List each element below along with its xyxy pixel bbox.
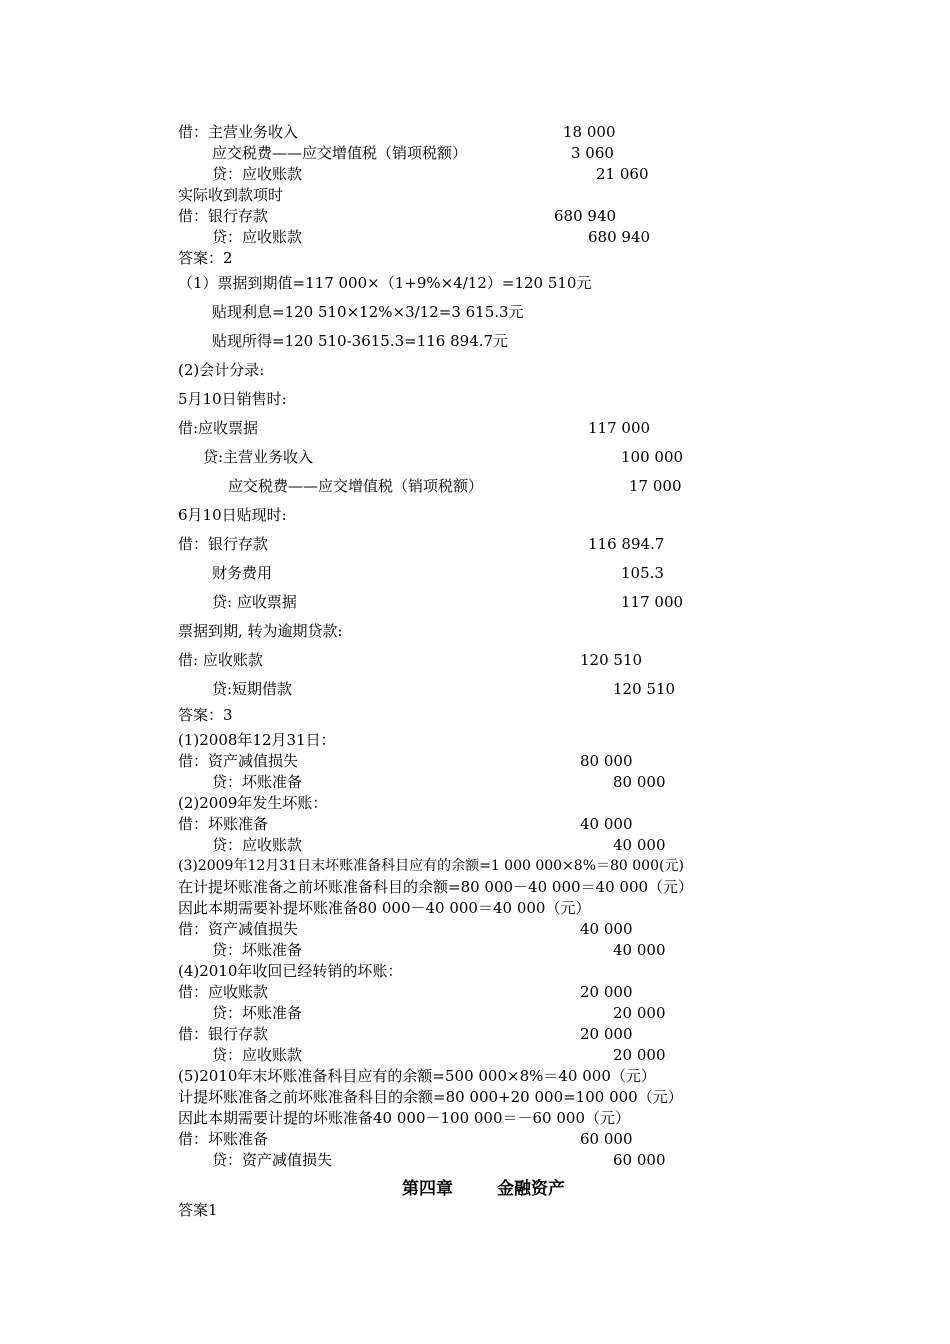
text-line: 贷：坏账准备 (212, 941, 303, 959)
text-line: 6月10日贴现时: (178, 506, 287, 524)
amount: 40 000 (580, 815, 633, 833)
text-line: 借：银行存款 (178, 535, 269, 553)
amount: 80 000 (580, 752, 633, 770)
amount: 680 940 (588, 228, 651, 246)
text-line: 借：应收账款 (178, 983, 269, 1001)
amount: 20 000 (613, 1046, 666, 1064)
amount: 18 000 (563, 123, 616, 141)
text-line: 贴现利息=120 510×12%×3/12=3 615.3元 (212, 303, 524, 321)
amount: 20 000 (580, 983, 633, 1001)
text-line: (2)2009年发生坏账： (178, 794, 328, 812)
amount: 20 000 (613, 1004, 666, 1022)
amount: 20 000 (580, 1025, 633, 1043)
text-line: 借: 应收账款 (178, 651, 263, 669)
text-line: 借：银行存款 (178, 1025, 269, 1043)
text-line: 贷：应收账款 (212, 836, 303, 854)
text-line: 财务费用 (212, 564, 273, 582)
text-line: 贷：坏账准备 (212, 1004, 303, 1022)
text-line: (1)2008年12月31日： (178, 731, 336, 749)
text-line: 贷：应收账款 (212, 228, 303, 246)
text-line: 贴现所得=120 510-3615.3=116 894.7元 (212, 332, 509, 350)
text-line: 贷：应收账款 (212, 165, 303, 183)
amount: 120 510 (613, 680, 676, 698)
text-line: 贷:短期借款 (212, 680, 293, 698)
amount: 80 000 (613, 773, 666, 791)
chapter-title: 金融资产 (497, 1179, 565, 1199)
amount: 17 000 (629, 477, 682, 495)
chapter-number: 第四章 (402, 1179, 453, 1199)
text-line: 因此本期需要计提的坏账准备40 000－100 000＝－60 000（元） (178, 1109, 631, 1127)
text-line: 应交税费——应交增值税（销项税额） (212, 144, 468, 162)
amount: 117 000 (588, 419, 651, 437)
text-line: 5月10日销售时: (178, 390, 287, 408)
text-line: (3)2009年12月31日末坏账准备科目应有的余额=1 000 000×8%＝80 000(元) (178, 858, 684, 874)
amount: 100 000 (621, 448, 684, 466)
text-line: 借：资产减值损失 (178, 752, 299, 770)
text-line: 借：坏账准备 (178, 1130, 269, 1148)
amount: 40 000 (613, 941, 666, 959)
text-line: 贷:主营业务收入 (203, 448, 314, 466)
amount: 117 000 (621, 593, 684, 611)
text-line: 借：银行存款 (178, 207, 269, 225)
text-line: 在计提坏账准备之前坏账准备科目的余额=80 000－40 000＝40 000（元） (178, 878, 694, 896)
text-line: 借:应收票据 (178, 419, 259, 437)
text-line: （1）票据到期值=117 000×（1+9%×4/12）=120 510元 (178, 274, 592, 292)
text-line: (5)2010年末坏账准备科目应有的余额=500 000×8%＝40 000（元） (178, 1067, 656, 1085)
text-line: 借：主营业务收入 (178, 123, 299, 141)
amount: 680 940 (554, 207, 617, 225)
text-line: 贷：坏账准备 (212, 773, 303, 791)
text-line: 贷: 应收票据 (212, 593, 297, 611)
text-line: (4)2010年收回已经转销的坏账： (178, 962, 403, 980)
text-line: (2)会计分录: (178, 361, 265, 379)
text-line: 贷：应收账款 (212, 1046, 303, 1064)
text-line: 实际收到款项时 (178, 186, 284, 204)
amount: 105.3 (621, 564, 664, 582)
amount: 40 000 (613, 836, 666, 854)
amount: 60 000 (613, 1151, 666, 1169)
amount: 3 060 (571, 144, 614, 162)
text-line: 贷：资产减值损失 (212, 1151, 333, 1169)
text-line: 借：坏账准备 (178, 815, 269, 833)
amount: 40 000 (580, 920, 633, 938)
text-line: 答案：2 (178, 249, 233, 267)
text-line: 答案1 (178, 1201, 218, 1219)
text-line: 答案：3 (178, 706, 233, 724)
amount: 21 060 (596, 165, 649, 183)
text-line: 因此本期需要补提坏账准备80 000－40 000＝40 000（元） (178, 899, 591, 917)
text-line: 票据到期, 转为逾期贷款: (178, 622, 343, 640)
text-line: 应交税费——应交增值税（销项税额） (228, 477, 484, 495)
text-line: 借：资产减值损失 (178, 920, 299, 938)
amount: 60 000 (580, 1130, 633, 1148)
amount: 120 510 (580, 651, 643, 669)
text-line: 计提坏账准备之前坏账准备科目的余额=80 000+20 000=100 000（元） (178, 1088, 683, 1106)
amount: 116 894.7 (588, 535, 665, 553)
